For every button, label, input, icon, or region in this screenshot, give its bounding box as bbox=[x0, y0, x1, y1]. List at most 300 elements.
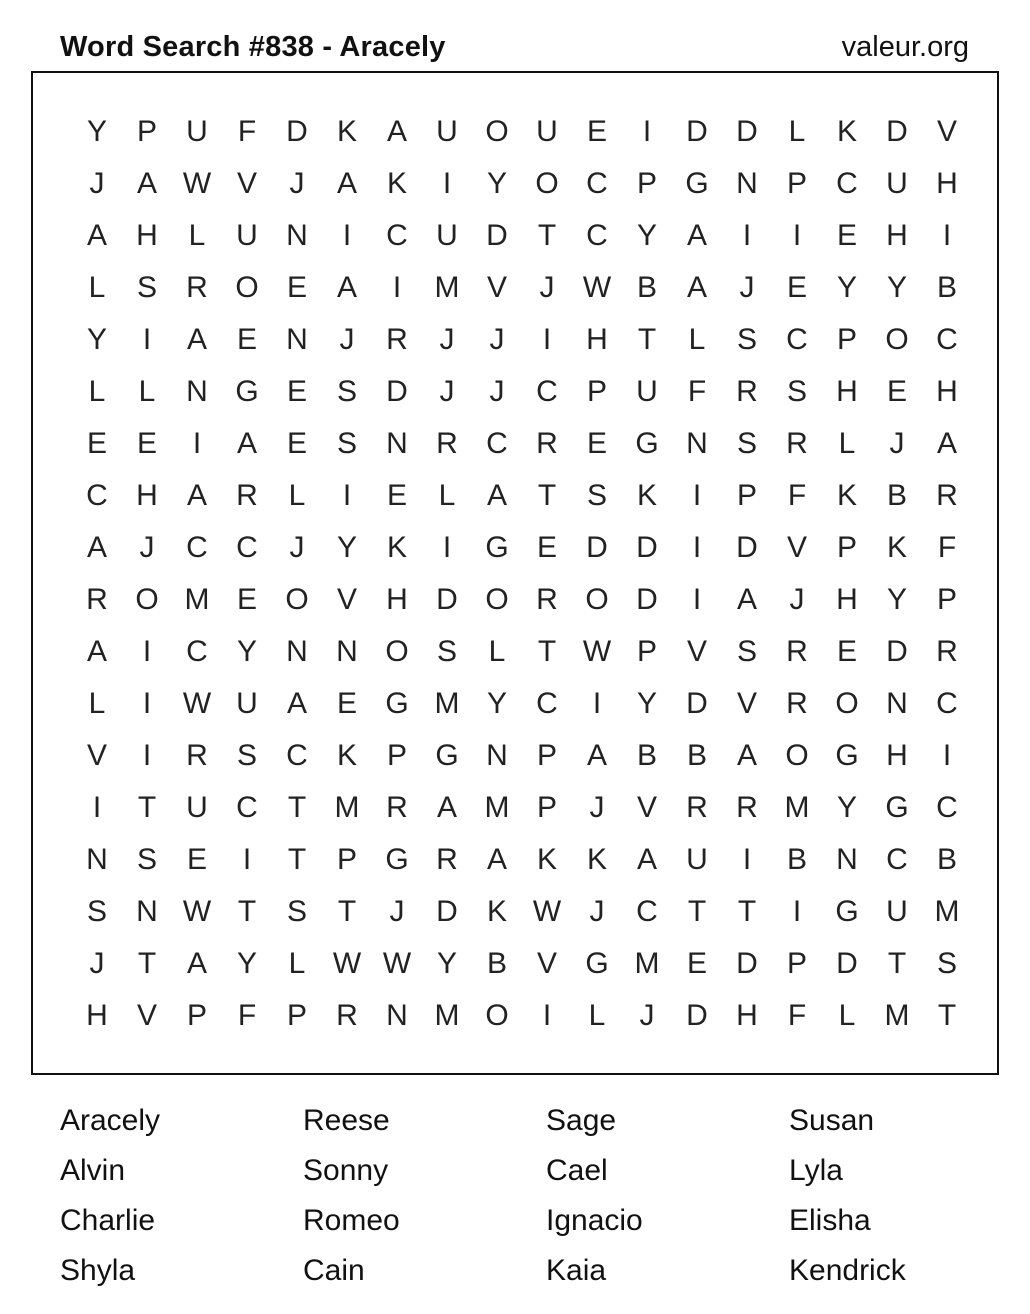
grid-cell[interactable]: G bbox=[885, 791, 909, 824]
grid-cell[interactable]: A bbox=[186, 323, 207, 356]
grid-cell[interactable]: Y bbox=[886, 271, 907, 304]
grid-cell[interactable]: M bbox=[184, 583, 210, 616]
grid-cell[interactable]: L bbox=[288, 947, 306, 980]
grid-cell[interactable]: M bbox=[434, 271, 460, 304]
grid-cell[interactable]: L bbox=[838, 427, 856, 460]
grid-cell[interactable]: U bbox=[236, 219, 258, 252]
grid-cell[interactable]: K bbox=[336, 739, 357, 772]
grid-cell[interactable]: G bbox=[435, 739, 459, 772]
grid-cell[interactable]: P bbox=[786, 167, 807, 200]
grid-cell[interactable]: A bbox=[436, 791, 457, 824]
grid-cell[interactable]: N bbox=[886, 687, 908, 720]
grid-cell[interactable]: L bbox=[588, 999, 606, 1032]
grid-cell[interactable]: U bbox=[436, 219, 458, 252]
grid-cell[interactable]: S bbox=[136, 843, 157, 876]
grid-cell[interactable]: I bbox=[192, 427, 202, 460]
grid-cell[interactable]: Y bbox=[486, 167, 507, 200]
grid-cell[interactable]: J bbox=[639, 999, 655, 1032]
grid-cell[interactable]: H bbox=[836, 375, 858, 408]
grid-cell[interactable]: F bbox=[237, 999, 257, 1032]
grid-cell[interactable]: K bbox=[386, 531, 407, 564]
grid-cell[interactable]: R bbox=[786, 687, 808, 720]
grid-cell[interactable]: B bbox=[936, 271, 957, 304]
grid-cell[interactable]: I bbox=[692, 479, 702, 512]
grid-cell[interactable]: I bbox=[342, 479, 352, 512]
grid-cell[interactable]: R bbox=[536, 583, 558, 616]
grid-cell[interactable]: L bbox=[188, 219, 206, 252]
grid-cell[interactable]: U bbox=[636, 375, 658, 408]
grid-cell[interactable]: R bbox=[236, 479, 258, 512]
grid-cell[interactable]: L bbox=[88, 687, 106, 720]
grid-cell[interactable]: A bbox=[686, 219, 707, 252]
grid-cell[interactable]: M bbox=[784, 791, 810, 824]
grid-cell[interactable]: D bbox=[636, 531, 658, 564]
grid-cell[interactable]: O bbox=[835, 687, 859, 720]
grid-cell[interactable]: V bbox=[486, 271, 507, 304]
grid-cell[interactable]: O bbox=[235, 271, 259, 304]
grid-cell[interactable]: R bbox=[336, 999, 358, 1032]
grid-cell[interactable]: R bbox=[536, 427, 558, 460]
grid-cell[interactable]: R bbox=[186, 271, 208, 304]
grid-cell[interactable]: M bbox=[934, 895, 960, 928]
grid-cell[interactable]: U bbox=[536, 115, 558, 148]
grid-cell[interactable]: F bbox=[687, 375, 707, 408]
grid-cell[interactable]: J bbox=[489, 375, 505, 408]
grid-cell[interactable]: V bbox=[536, 947, 557, 980]
grid-cell[interactable]: I bbox=[92, 791, 102, 824]
grid-cell[interactable]: I bbox=[692, 583, 702, 616]
grid-cell[interactable]: T bbox=[337, 895, 357, 928]
grid-cell[interactable]: T bbox=[937, 999, 957, 1032]
grid-cell[interactable]: O bbox=[485, 115, 509, 148]
grid-cell[interactable]: K bbox=[636, 479, 657, 512]
grid-cell[interactable]: W bbox=[182, 687, 212, 720]
grid-cell[interactable]: T bbox=[287, 843, 307, 876]
grid-cell[interactable]: P bbox=[836, 323, 857, 356]
grid-cell[interactable]: D bbox=[836, 947, 858, 980]
grid-cell[interactable]: G bbox=[385, 687, 409, 720]
grid-cell[interactable]: A bbox=[186, 479, 207, 512]
grid-cell[interactable]: I bbox=[742, 843, 752, 876]
grid-cell[interactable]: C bbox=[186, 531, 208, 564]
grid-cell[interactable]: T bbox=[737, 895, 757, 928]
grid-cell[interactable]: N bbox=[386, 999, 408, 1032]
grid-cell[interactable]: J bbox=[589, 791, 605, 824]
grid-cell[interactable]: R bbox=[786, 427, 808, 460]
grid-cell[interactable]: K bbox=[336, 115, 357, 148]
grid-cell[interactable]: R bbox=[936, 635, 958, 668]
grid-cell[interactable]: K bbox=[886, 531, 907, 564]
grid-cell[interactable]: P bbox=[186, 999, 207, 1032]
grid-cell[interactable]: A bbox=[286, 687, 307, 720]
grid-cell[interactable]: K bbox=[836, 115, 857, 148]
grid-cell[interactable]: L bbox=[488, 635, 506, 668]
grid-cell[interactable]: H bbox=[586, 323, 608, 356]
grid-cell[interactable]: L bbox=[788, 115, 806, 148]
grid-cell[interactable]: E bbox=[86, 427, 107, 460]
grid-cell[interactable]: V bbox=[86, 739, 107, 772]
grid-cell[interactable]: H bbox=[736, 999, 758, 1032]
grid-cell[interactable]: V bbox=[236, 167, 257, 200]
grid-cell[interactable]: A bbox=[186, 947, 207, 980]
grid-cell[interactable]: E bbox=[286, 375, 307, 408]
grid-cell[interactable]: W bbox=[532, 895, 562, 928]
grid-cell[interactable]: M bbox=[884, 999, 910, 1032]
grid-cell[interactable]: L bbox=[438, 479, 456, 512]
grid-cell[interactable]: J bbox=[789, 583, 805, 616]
grid-cell[interactable]: D bbox=[636, 583, 658, 616]
grid-cell[interactable]: I bbox=[442, 167, 452, 200]
grid-cell[interactable]: P bbox=[786, 947, 807, 980]
grid-cell[interactable]: P bbox=[386, 739, 407, 772]
grid-cell[interactable]: I bbox=[942, 219, 952, 252]
grid-cell[interactable]: K bbox=[586, 843, 607, 876]
grid-cell[interactable]: S bbox=[736, 427, 757, 460]
grid-cell[interactable]: G bbox=[635, 427, 659, 460]
grid-cell[interactable]: I bbox=[642, 115, 652, 148]
grid-cell[interactable]: M bbox=[434, 687, 460, 720]
grid-cell[interactable]: N bbox=[86, 843, 108, 876]
grid-cell[interactable]: R bbox=[386, 323, 408, 356]
grid-cell[interactable]: C bbox=[936, 791, 958, 824]
grid-cell[interactable]: J bbox=[439, 375, 455, 408]
grid-cell[interactable]: G bbox=[585, 947, 609, 980]
grid-cell[interactable]: I bbox=[242, 843, 252, 876]
grid-cell[interactable]: O bbox=[885, 323, 909, 356]
grid-cell[interactable]: J bbox=[439, 323, 455, 356]
grid-cell[interactable]: O bbox=[535, 167, 559, 200]
grid-cell[interactable]: I bbox=[592, 687, 602, 720]
grid-cell[interactable]: W bbox=[582, 271, 612, 304]
grid-cell[interactable]: C bbox=[186, 635, 208, 668]
grid-cell[interactable]: A bbox=[86, 531, 107, 564]
grid-cell[interactable]: S bbox=[86, 895, 107, 928]
grid-cell[interactable]: K bbox=[386, 167, 407, 200]
grid-cell[interactable]: B bbox=[786, 843, 807, 876]
grid-cell[interactable]: E bbox=[236, 323, 257, 356]
grid-cell[interactable]: Y bbox=[636, 687, 657, 720]
grid-cell[interactable]: U bbox=[686, 843, 708, 876]
grid-cell[interactable]: Y bbox=[436, 947, 457, 980]
grid-cell[interactable]: C bbox=[636, 895, 658, 928]
grid-cell[interactable]: C bbox=[386, 219, 408, 252]
grid-cell[interactable]: B bbox=[636, 739, 657, 772]
grid-cell[interactable]: O bbox=[785, 739, 809, 772]
grid-cell[interactable]: E bbox=[836, 635, 857, 668]
grid-cell[interactable]: C bbox=[486, 427, 508, 460]
grid-cell[interactable]: Y bbox=[236, 635, 257, 668]
grid-cell[interactable]: Y bbox=[836, 271, 857, 304]
grid-cell[interactable]: S bbox=[936, 947, 957, 980]
grid-cell[interactable]: I bbox=[342, 219, 352, 252]
grid-cell[interactable]: Y bbox=[86, 115, 107, 148]
grid-cell[interactable]: E bbox=[836, 219, 857, 252]
grid-cell[interactable]: T bbox=[537, 635, 557, 668]
grid-cell[interactable]: Y bbox=[236, 947, 257, 980]
grid-cell[interactable]: P bbox=[636, 635, 657, 668]
grid-cell[interactable]: J bbox=[139, 531, 155, 564]
grid-cell[interactable]: E bbox=[286, 271, 307, 304]
grid-cell[interactable]: R bbox=[86, 583, 108, 616]
grid-cell[interactable]: N bbox=[286, 323, 308, 356]
grid-cell[interactable]: T bbox=[287, 791, 307, 824]
grid-cell[interactable]: A bbox=[486, 479, 507, 512]
grid-cell[interactable]: V bbox=[686, 635, 707, 668]
grid-cell[interactable]: O bbox=[585, 583, 609, 616]
grid-cell[interactable]: A bbox=[236, 427, 257, 460]
grid-cell[interactable]: G bbox=[235, 375, 259, 408]
grid-cell[interactable]: U bbox=[436, 115, 458, 148]
grid-cell[interactable]: G bbox=[485, 531, 509, 564]
grid-cell[interactable]: A bbox=[686, 271, 707, 304]
grid-cell[interactable]: D bbox=[736, 531, 758, 564]
grid-cell[interactable]: A bbox=[636, 843, 657, 876]
grid-cell[interactable]: C bbox=[536, 375, 558, 408]
grid-cell[interactable]: A bbox=[736, 739, 757, 772]
grid-cell[interactable]: U bbox=[886, 895, 908, 928]
grid-cell[interactable]: R bbox=[736, 791, 758, 824]
grid-cell[interactable]: I bbox=[442, 531, 452, 564]
grid-cell[interactable]: J bbox=[289, 167, 305, 200]
grid-cell[interactable]: S bbox=[236, 739, 257, 772]
grid-cell[interactable]: C bbox=[236, 791, 258, 824]
grid-cell[interactable]: S bbox=[336, 375, 357, 408]
grid-cell[interactable]: B bbox=[886, 479, 907, 512]
grid-cell[interactable]: E bbox=[386, 479, 407, 512]
grid-cell[interactable]: I bbox=[742, 219, 752, 252]
grid-cell[interactable]: E bbox=[286, 427, 307, 460]
grid-cell[interactable]: R bbox=[436, 843, 458, 876]
grid-cell[interactable]: H bbox=[836, 583, 858, 616]
grid-cell[interactable]: D bbox=[736, 947, 758, 980]
grid-cell[interactable]: H bbox=[936, 167, 958, 200]
grid-cell[interactable]: W bbox=[382, 947, 412, 980]
grid-cell[interactable]: I bbox=[792, 895, 802, 928]
grid-cell[interactable]: A bbox=[336, 167, 357, 200]
grid-cell[interactable]: H bbox=[86, 999, 108, 1032]
grid-cell[interactable]: D bbox=[686, 687, 708, 720]
grid-cell[interactable]: S bbox=[736, 635, 757, 668]
grid-cell[interactable]: P bbox=[936, 583, 957, 616]
grid-cell[interactable]: E bbox=[236, 583, 257, 616]
grid-cell[interactable]: T bbox=[537, 479, 557, 512]
grid-cell[interactable]: D bbox=[686, 115, 708, 148]
grid-cell[interactable]: V bbox=[786, 531, 807, 564]
grid-cell[interactable]: N bbox=[836, 843, 858, 876]
grid-cell[interactable]: N bbox=[336, 635, 358, 668]
grid-cell[interactable]: T bbox=[637, 323, 657, 356]
grid-cell[interactable]: Y bbox=[486, 687, 507, 720]
grid-cell[interactable]: B bbox=[686, 739, 707, 772]
grid-cell[interactable]: G bbox=[835, 895, 859, 928]
grid-cell[interactable]: Y bbox=[836, 791, 857, 824]
grid-cell[interactable]: O bbox=[385, 635, 409, 668]
grid-cell[interactable]: A bbox=[486, 843, 507, 876]
grid-cell[interactable]: A bbox=[336, 271, 357, 304]
grid-cell[interactable]: L bbox=[88, 271, 106, 304]
grid-cell[interactable]: N bbox=[486, 739, 508, 772]
grid-cell[interactable]: W bbox=[182, 895, 212, 928]
grid-cell[interactable]: N bbox=[736, 167, 758, 200]
grid-cell[interactable]: C bbox=[786, 323, 808, 356]
grid-cell[interactable]: N bbox=[136, 895, 158, 928]
grid-cell[interactable]: U bbox=[186, 115, 208, 148]
grid-cell[interactable]: S bbox=[286, 895, 307, 928]
grid-cell[interactable]: F bbox=[787, 999, 807, 1032]
grid-cell[interactable]: A bbox=[586, 739, 607, 772]
grid-cell[interactable]: V bbox=[936, 115, 957, 148]
grid-cell[interactable]: N bbox=[386, 427, 408, 460]
grid-cell[interactable]: I bbox=[942, 739, 952, 772]
grid-cell[interactable]: D bbox=[286, 115, 308, 148]
grid-cell[interactable]: J bbox=[289, 531, 305, 564]
grid-cell[interactable]: H bbox=[936, 375, 958, 408]
grid-cell[interactable]: T bbox=[137, 947, 157, 980]
grid-cell[interactable]: T bbox=[537, 219, 557, 252]
grid-cell[interactable]: E bbox=[186, 843, 207, 876]
grid-cell[interactable]: U bbox=[236, 687, 258, 720]
grid-cell[interactable]: R bbox=[186, 739, 208, 772]
grid-cell[interactable]: D bbox=[436, 583, 458, 616]
grid-cell[interactable]: E bbox=[686, 947, 707, 980]
grid-cell[interactable]: H bbox=[386, 583, 408, 616]
grid-cell[interactable]: A bbox=[86, 635, 107, 668]
grid-cell[interactable]: C bbox=[536, 687, 558, 720]
grid-cell[interactable]: E bbox=[336, 687, 357, 720]
grid-cell[interactable]: R bbox=[686, 791, 708, 824]
grid-cell[interactable]: J bbox=[89, 167, 105, 200]
grid-cell[interactable]: J bbox=[89, 947, 105, 980]
grid-cell[interactable]: I bbox=[142, 687, 152, 720]
grid-cell[interactable]: P bbox=[736, 479, 757, 512]
grid-cell[interactable]: N bbox=[686, 427, 708, 460]
grid-cell[interactable]: S bbox=[786, 375, 807, 408]
grid-cell[interactable]: N bbox=[286, 635, 308, 668]
grid-cell[interactable]: C bbox=[836, 167, 858, 200]
grid-cell[interactable]: N bbox=[286, 219, 308, 252]
grid-cell[interactable]: T bbox=[687, 895, 707, 928]
grid-cell[interactable]: B bbox=[636, 271, 657, 304]
grid-cell[interactable]: H bbox=[886, 219, 908, 252]
grid-cell[interactable]: G bbox=[385, 843, 409, 876]
grid-cell[interactable]: U bbox=[886, 167, 908, 200]
grid-cell[interactable]: A bbox=[136, 167, 157, 200]
grid-cell[interactable]: P bbox=[536, 791, 557, 824]
grid-cell[interactable]: E bbox=[136, 427, 157, 460]
grid-cell[interactable]: C bbox=[86, 479, 108, 512]
grid-cell[interactable]: F bbox=[787, 479, 807, 512]
grid-cell[interactable]: C bbox=[586, 219, 608, 252]
grid-cell[interactable]: S bbox=[436, 635, 457, 668]
grid-cell[interactable]: E bbox=[586, 115, 607, 148]
grid-cell[interactable]: I bbox=[142, 635, 152, 668]
grid-cell[interactable]: E bbox=[536, 531, 557, 564]
grid-cell[interactable]: P bbox=[136, 115, 157, 148]
grid-cell[interactable]: M bbox=[434, 999, 460, 1032]
grid-cell[interactable]: K bbox=[536, 843, 557, 876]
grid-cell[interactable]: Y bbox=[336, 531, 357, 564]
grid-cell[interactable]: F bbox=[237, 115, 257, 148]
grid-cell[interactable]: Y bbox=[86, 323, 107, 356]
grid-cell[interactable]: M bbox=[334, 791, 360, 824]
grid-cell[interactable]: B bbox=[936, 843, 957, 876]
grid-cell[interactable]: T bbox=[887, 947, 907, 980]
grid-cell[interactable]: P bbox=[586, 375, 607, 408]
grid-cell[interactable]: P bbox=[336, 843, 357, 876]
grid-cell[interactable]: Y bbox=[636, 219, 657, 252]
grid-cell[interactable]: F bbox=[937, 531, 957, 564]
grid-cell[interactable]: C bbox=[286, 739, 308, 772]
grid-cell[interactable]: L bbox=[138, 375, 156, 408]
grid-cell[interactable]: V bbox=[336, 583, 357, 616]
grid-cell[interactable]: I bbox=[542, 999, 552, 1032]
grid-cell[interactable]: J bbox=[489, 323, 505, 356]
grid-cell[interactable]: V bbox=[636, 791, 657, 824]
grid-cell[interactable]: S bbox=[136, 271, 157, 304]
grid-cell[interactable]: J bbox=[589, 895, 605, 928]
grid-cell[interactable]: W bbox=[182, 167, 212, 200]
grid-cell[interactable]: D bbox=[686, 999, 708, 1032]
grid-cell[interactable]: J bbox=[889, 427, 905, 460]
grid-cell[interactable]: B bbox=[486, 947, 507, 980]
grid-cell[interactable]: C bbox=[236, 531, 258, 564]
grid-cell[interactable]: C bbox=[586, 167, 608, 200]
grid-cell[interactable]: K bbox=[836, 479, 857, 512]
grid-cell[interactable]: V bbox=[736, 687, 757, 720]
grid-cell[interactable]: T bbox=[237, 895, 257, 928]
grid-cell[interactable]: E bbox=[886, 375, 907, 408]
grid-cell[interactable]: R bbox=[436, 427, 458, 460]
grid-cell[interactable]: E bbox=[786, 271, 807, 304]
grid-cell[interactable]: E bbox=[586, 427, 607, 460]
grid-cell[interactable]: R bbox=[936, 479, 958, 512]
grid-cell[interactable]: W bbox=[332, 947, 362, 980]
grid-cell[interactable]: O bbox=[485, 999, 509, 1032]
grid-cell[interactable]: D bbox=[886, 115, 908, 148]
grid-cell[interactable]: A bbox=[386, 115, 407, 148]
grid-cell[interactable]: A bbox=[736, 583, 757, 616]
grid-cell[interactable]: I bbox=[692, 531, 702, 564]
grid-cell[interactable]: R bbox=[736, 375, 758, 408]
grid-cell[interactable]: H bbox=[136, 219, 158, 252]
grid-cell[interactable]: C bbox=[936, 323, 958, 356]
grid-cell[interactable]: L bbox=[88, 375, 106, 408]
grid-cell[interactable]: V bbox=[136, 999, 157, 1032]
grid-cell[interactable]: U bbox=[186, 791, 208, 824]
grid-cell[interactable]: I bbox=[142, 739, 152, 772]
grid-cell[interactable]: L bbox=[688, 323, 706, 356]
grid-cell[interactable]: I bbox=[392, 271, 402, 304]
grid-cell[interactable]: D bbox=[886, 635, 908, 668]
grid-cell[interactable]: I bbox=[792, 219, 802, 252]
grid-cell[interactable]: G bbox=[685, 167, 709, 200]
grid-cell[interactable]: J bbox=[539, 271, 555, 304]
grid-cell[interactable]: R bbox=[386, 791, 408, 824]
grid-cell[interactable]: O bbox=[285, 583, 309, 616]
grid-cell[interactable]: A bbox=[86, 219, 107, 252]
grid-cell[interactable]: S bbox=[736, 323, 757, 356]
grid-cell[interactable]: M bbox=[634, 947, 660, 980]
grid-cell[interactable]: N bbox=[186, 375, 208, 408]
grid-cell[interactable]: M bbox=[484, 791, 510, 824]
grid-cell[interactable]: D bbox=[486, 219, 508, 252]
grid-cell[interactable]: J bbox=[339, 323, 355, 356]
grid-cell[interactable]: L bbox=[288, 479, 306, 512]
grid-cell[interactable]: S bbox=[336, 427, 357, 460]
grid-cell[interactable]: H bbox=[886, 739, 908, 772]
grid-cell[interactable]: I bbox=[542, 323, 552, 356]
grid-cell[interactable]: T bbox=[137, 791, 157, 824]
